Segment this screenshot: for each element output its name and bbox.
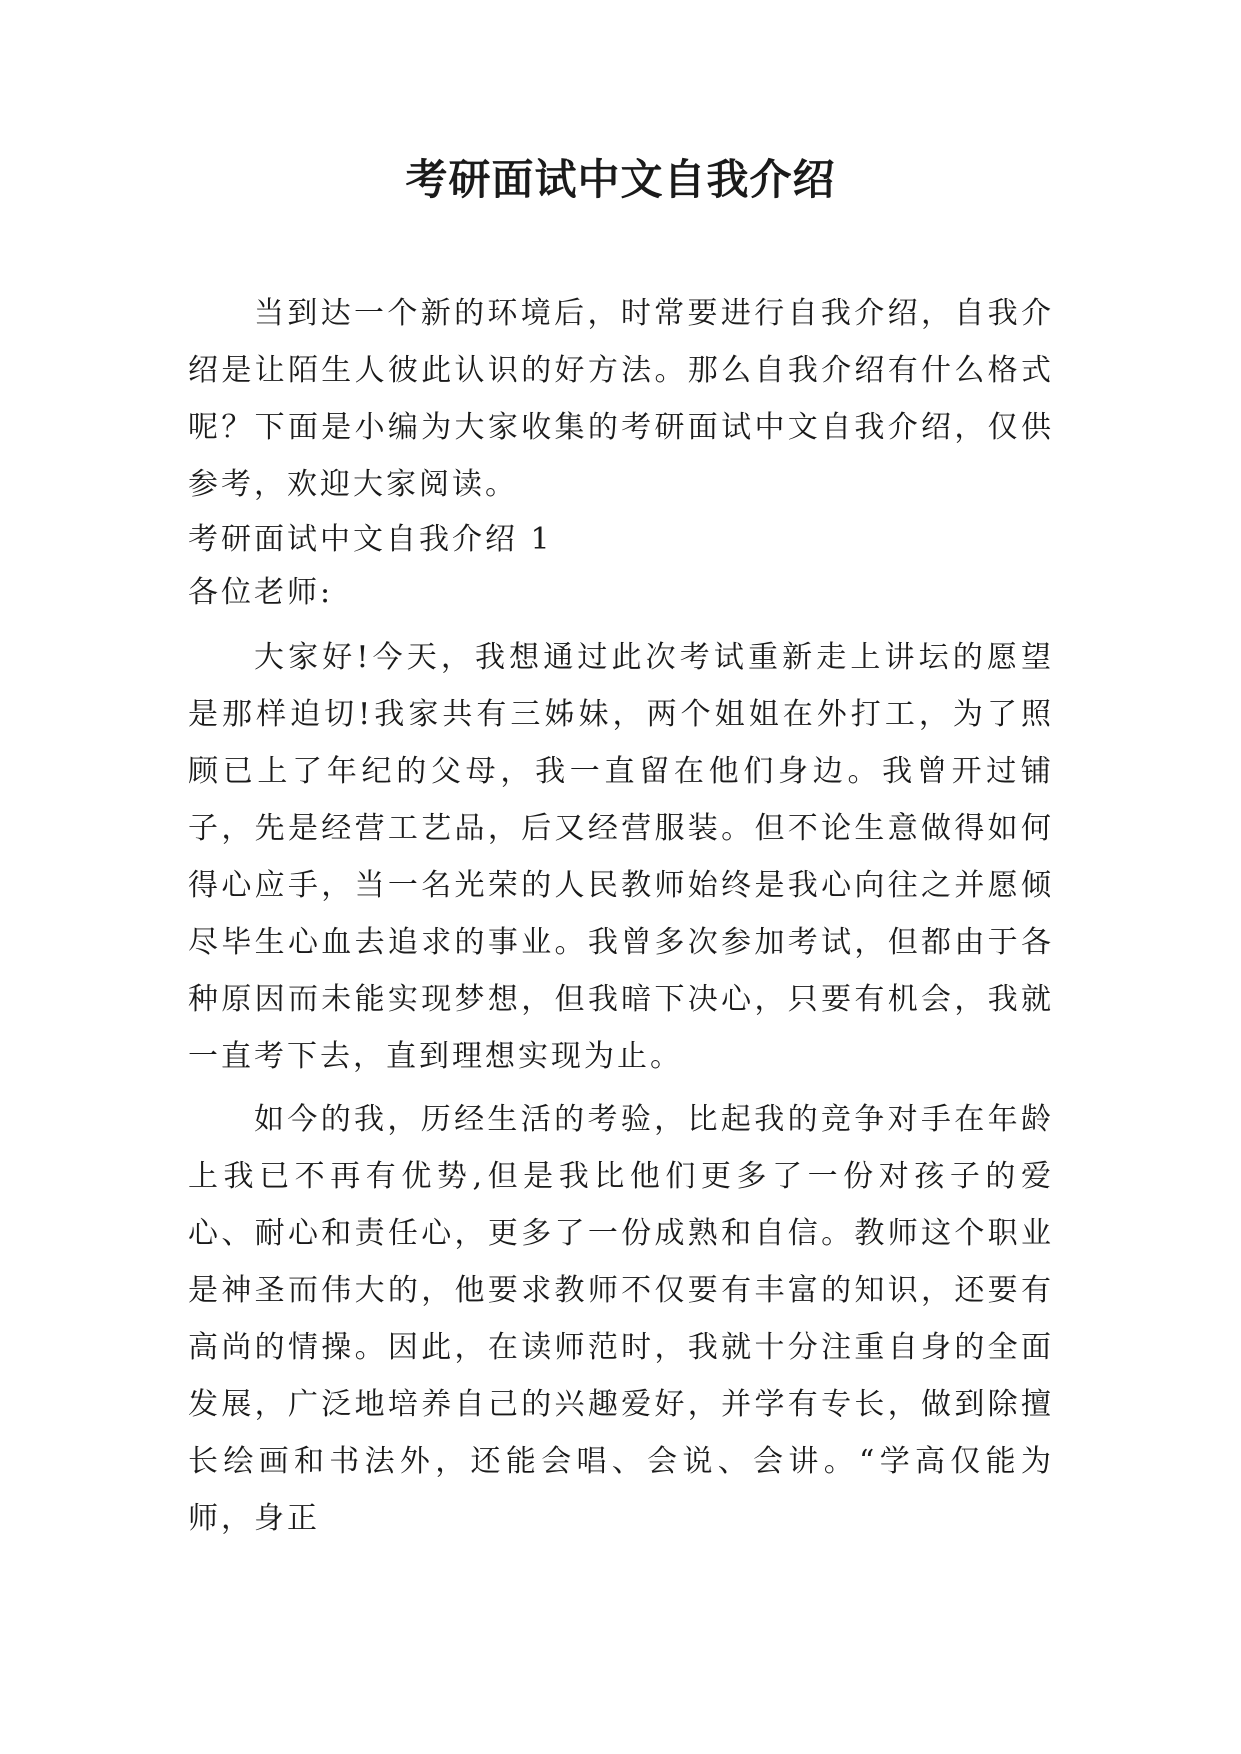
document-title: 考研面试中文自我介绍 — [405, 155, 836, 204]
intro-paragraph: 当到达一个新的环境后，时常要进行自我介绍，自我介绍是让陌生人彼此认识的好方法。那么自我介绍有什么格式呢？下面是小编为大家收集的考研面试中文自我介绍，仅供参考，欢迎大家阅读。 — [188, 296, 1054, 502]
body-paragraph: 大家好!今天，我想通过此次考试重新走上讲坛的愿望是那样迫切!我家共有三姊妹，两个姐姐在外打工，为了照顾已上了年纪的父母，我一直留在他们身边。我曾开过铺子，先是经营工艺品，后又经营服装。但不论生意做得如何得心应手，当一名光荣的人民教师始终是我心向往之并愿倾尽毕生心血去追求的事业。我曾多次参加考试，但都由于各种原因而未能实现梦想，但我暗下决心，只要有机会，我就一直考下去，直到理想实现为止。 — [188, 640, 1054, 1074]
body-paragraph: 如今的我，历经生活的考验，比起我的竞争对手在年龄上我已不再有优势,但是我比他们更多了一份对孩子的爱心、耐心和责任心，更多了一份成熟和自信。教师这个职业是神圣而伟大的，他要求教师不仅要有丰富的知识，还要有高尚的情操。因此，在读师范时，我就十分注重自身的全面发展，广泛地培养自己的兴趣爱好，并学有专长，做到除擅长绘画和书法外，还能会唱、会说、会讲。“学高仅能为师，身正 — [188, 1102, 1054, 1536]
section-heading: 考研面试中文自我介绍 1 — [188, 522, 553, 557]
document-body — [188, 285, 1054, 1547]
salutation: 各位老师: — [188, 575, 334, 610]
